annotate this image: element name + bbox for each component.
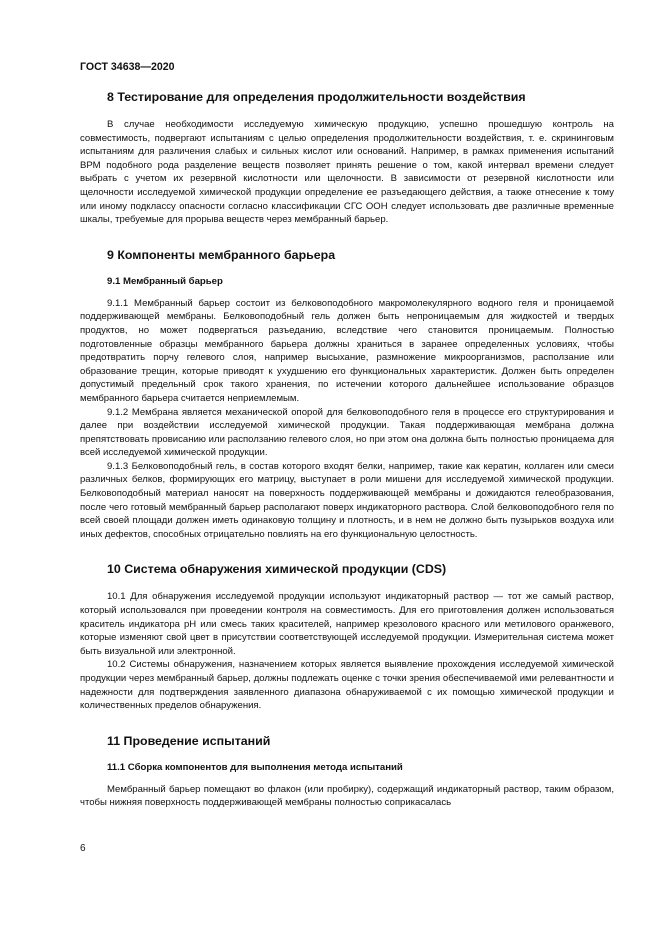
subsection-11-1-title: 11.1 Сборка компонентов для выполнения метода испытаний bbox=[107, 761, 403, 773]
subsection-9-1-title: 9.1 Мембранный барьер bbox=[107, 275, 223, 287]
paragraph-9-1-1: 9.1.1 Мембранный барьер состоит из белковоподобного макромолекулярного водного геля и проницаемой поддерживающей мембраны. Белковоподобный гель должен быть непроницаемым для жидкостей и твердых продуктов, но может подвергаться разъеданию, вследствие чего становится проницаемым. Полностью подготовленные образцы мембранного барьера должны храниться в заранее определенных условиях, чтобы предотвратить порчу гелевого слоя, например высыхание, размножение микроорганизмов, расползание или образование трещин, которые приводят к ухудшению его функциональных характеристик. Должен быть определен допустимый предельный срок такого хранения, по истечении которого дальнейшее использование образцов мембранного барьера считается неприемлемым. bbox=[80, 297, 614, 404]
section-9-title: 9 Компоненты мембранного барьера bbox=[107, 247, 336, 262]
section-8-paragraph: В случае необходимости исследуемую химическую продукцию, успешно прошедшую контроль на совместимость, подвергают испытаниям с целью определения продолжительности воздействия, т. е. скрининговым испытаниям для различения слабых и сильных кислот или оснований. Например, в рамках применения испытаний ВРМ подобного рода разделение веществ позволяет принять решение о том, какой интервал времени следует выбрать с учетом их резервной кислотности или щелочности. В зависимости от резервной кислотности или щелочности исследуемой химической продукции определение ее разъедающего действия, а также отнесение к тому или иному подклассу опасности согласно классификации СГС ООН следует использовать две различные временные шкалы, требуемые для прорыва веществ через мембранный барьер. bbox=[80, 119, 614, 226]
page-body bbox=[80, 90, 614, 810]
page-number: 6 bbox=[80, 843, 86, 854]
paragraph-11-1: Мембранный барьер помещают во флакон (или пробирку), содержащий индикаторный раствор, таким образом, чтобы нижняя поверхность поддерживающей мембраны полностью соприкасалась bbox=[80, 783, 614, 809]
paragraph-10-1: 10.1 Для обнаружения исследуемой продукции используют индикаторный раствор — тот же самый раствор, который использовался при проведении контроля на совместимость. Для его приготовления должен использоваться краситель индикатора pH или смесь таких красителей, например крезолового красного или метилового оранжевого, которые изменяют свой цвет в присутствии соответствующей исследуемой продукции. Измерительная система может быть визуальной или электронной. bbox=[80, 591, 614, 657]
paragraph-9-1-3: 9.1.3 Белковоподобный гель, в состав которого входят белки, например, такие как кератин, коллаген или смеси различных белков, формирующих его матрицу, выступает в роли мишени для исследуемой химической продукции. Белковоподобный материал наносят на поверхность поддерживающей мембраны и дожидаются гелеобразования, после чего готовый мембранный барьер располагают поверх индикаторного раствора. Слой белковоподобного геля по всей своей площади должен иметь одинаковую толщину и плотность, и в нем не должно быть пузырьков воздуха или иных дефектов, способных отрицательно повлиять на его функциональную целостность. bbox=[80, 460, 614, 540]
paragraph-10-2: 10.2 Системы обнаружения, назначением которых является выявление прохождения исследуемой химической продукции через мембранный барьер, должны подлежать оценке с точки зрения обеспечиваемой ими релевантности и надежности для подтверждения заявленного диапазона обнаруживаемой с их помощью химической продукции и количественных пределов обнаружения. bbox=[80, 659, 614, 712]
standard-code-header: ГОСТ 34638—2020 bbox=[80, 61, 175, 73]
section-8-title: 8 Тестирование для определения продолжительности воздействия bbox=[107, 90, 526, 104]
section-10-title: 10 Система обнаружения химической продукции (CDS) bbox=[107, 562, 447, 577]
section-11-title: 11 Проведение испытаний bbox=[107, 733, 271, 748]
paragraph-9-1-2: 9.1.2 Мембрана является механической опорой для белковоподобного геля в процессе его структурирования и далее при воздействии исследуемой химической продукции. Такая поддерживающая мембрана должна препятствовать провисанию или расползанию гелевого слоя, но при этом она должна быть полностью проницаема для всей исследуемой химической продукции. bbox=[80, 406, 614, 459]
